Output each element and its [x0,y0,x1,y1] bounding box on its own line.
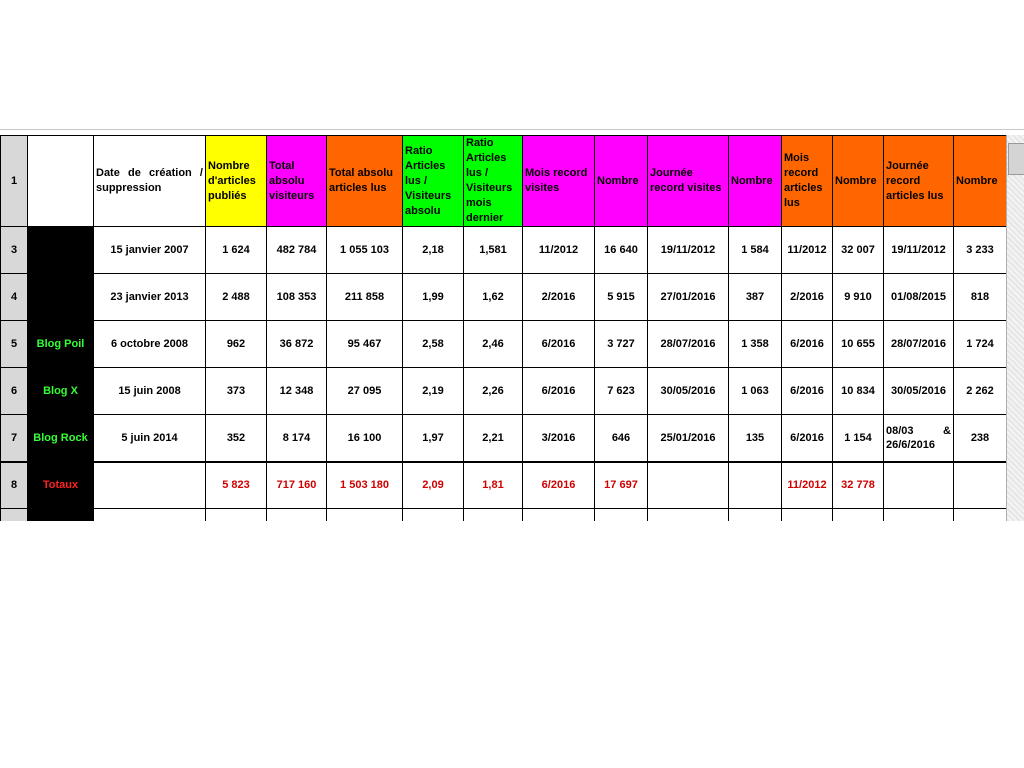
ratio-absolu-total-cell[interactable]: 2,09 [403,462,464,509]
header-total-articles-lus[interactable]: Total absolu articles lus [327,136,403,227]
blank-cell[interactable] [833,509,884,522]
nombre-3-cell[interactable]: 9 910 [833,274,884,321]
nombre-2-cell[interactable]: 135 [729,415,782,462]
sheet-top-border [0,129,1024,130]
nombre-3-cell[interactable]: 32 007 [833,227,884,274]
ratio-absolu-cell[interactable]: 1,99 [403,274,464,321]
date-cell[interactable]: 15 janvier 2007 [94,227,206,274]
articles-lus-cell[interactable]: 27 095 [327,368,403,415]
ratio-mois-cell[interactable]: 2,26 [464,368,523,415]
ratio-absolu-cell[interactable]: 2,58 [403,321,464,368]
row-number[interactable]: 7 [1,415,28,462]
header-mois-record-visites[interactable]: Mois record visites [523,136,595,227]
journee-record-visites-cell[interactable]: 25/01/2016 [648,415,729,462]
nombre-4-cell[interactable]: 1 724 [954,321,1007,368]
ratio-mois-total-cell[interactable]: 1,81 [464,462,523,509]
articles-lus-cell[interactable]: 95 467 [327,321,403,368]
header-nombre-3[interactable]: Nombre [833,136,884,227]
header-row [1,136,1007,227]
mois-record-articles-cell[interactable]: 6/2016 [782,321,833,368]
nombre-2-cell[interactable]: 1 358 [729,321,782,368]
ratio-mois-cell[interactable]: 1,62 [464,274,523,321]
partial-row [1,509,1007,522]
header-date[interactable]: Date de création / suppression [94,136,206,227]
header-total-visiteurs[interactable]: Total absolu visiteurs [267,136,327,227]
visiteurs-total-cell[interactable]: 717 160 [267,462,327,509]
mois-record-articles-cell[interactable]: 11/2012 [782,227,833,274]
journee-record-visites-total-cell[interactable] [648,462,729,509]
nombre-4-cell[interactable]: 3 233 [954,227,1007,274]
articles-lus-cell[interactable]: 211 858 [327,274,403,321]
nombre-1-cell[interactable]: 16 640 [595,227,648,274]
blog-name-cell[interactable]: CanalBlog [28,274,94,321]
visiteurs-cell[interactable]: 12 348 [267,368,327,415]
articles-lus-cell[interactable]: 16 100 [327,415,403,462]
journee-record-visites-cell[interactable]: 27/01/2016 [648,274,729,321]
nombre-2-cell[interactable]: 387 [729,274,782,321]
articles-cell[interactable]: 373 [206,368,267,415]
date-cell[interactable]: 5 juin 2014 [94,415,206,462]
date-cell[interactable]: 23 janvier 2013 [94,274,206,321]
ratio-mois-cell[interactable]: 1,581 [464,227,523,274]
blank-cell[interactable] [884,509,954,522]
nombre-1-total-cell[interactable]: 17 697 [595,462,648,509]
table-row [1,274,1007,321]
journee-record-articles-cell[interactable]: 08/03 & 26/6/2016 [884,415,954,462]
blank-cell[interactable] [464,509,523,522]
nombre-4-cell[interactable]: 238 [954,415,1007,462]
journee-record-visites-cell[interactable]: 30/05/2016 [648,368,729,415]
scrollbar-thumb[interactable] [1008,143,1024,175]
vertical-scrollbar[interactable] [1006,135,1024,521]
ratio-mois-cell[interactable]: 2,21 [464,415,523,462]
nombre-3-cell[interactable]: 10 655 [833,321,884,368]
journee-record-articles-cell[interactable]: 19/11/2012 [884,227,954,274]
nombre-2-cell[interactable]: 1 063 [729,368,782,415]
visiteurs-cell[interactable]: 36 872 [267,321,327,368]
date-cell[interactable]: 15 juin 2008 [94,368,206,415]
ratio-absolu-cell[interactable]: 1,97 [403,415,464,462]
row-number[interactable]: 6 [1,368,28,415]
mois-record-articles-total-cell[interactable]: 11/2012 [782,462,833,509]
header-mois-record-articles[interactable]: Mois record articles lus [782,136,833,227]
blog-name-cell[interactable]: Blog X [28,368,94,415]
nombre-3-cell[interactable]: 1 154 [833,415,884,462]
header-journee-record-articles[interactable]: Journée record articles lus [884,136,954,227]
articles-total-cell[interactable]: 5 823 [206,462,267,509]
nombre-4-total-cell[interactable] [954,462,1007,509]
header-nb-articles[interactable]: Nombre d'articles publiés [206,136,267,227]
nombre-4-cell[interactable]: 2 262 [954,368,1007,415]
journee-record-articles-total-cell[interactable] [884,462,954,509]
blank-cell[interactable] [28,509,94,522]
row-number[interactable]: 8 [1,462,28,509]
totals-row [1,462,1007,509]
nombre-1-cell[interactable]: 7 623 [595,368,648,415]
mois-record-visites-cell[interactable]: 2/2016 [523,274,595,321]
ratio-mois-cell[interactable]: 2,46 [464,321,523,368]
mois-record-articles-cell[interactable]: 2/2016 [782,274,833,321]
mois-record-visites-cell[interactable]: 6/2016 [523,368,595,415]
nombre-1-cell[interactable]: 5 915 [595,274,648,321]
journee-record-articles-cell[interactable]: 01/08/2015 [884,274,954,321]
header-nombre-2[interactable]: Nombre [729,136,782,227]
mois-record-visites-cell[interactable]: 3/2016 [523,415,595,462]
blank-cell[interactable] [954,509,1007,522]
date-cell[interactable] [94,462,206,509]
blank-cell[interactable] [595,509,648,522]
header-nombre-1[interactable]: Nombre [595,136,648,227]
header-blank[interactable] [28,136,94,227]
ratio-absolu-cell[interactable]: 2,19 [403,368,464,415]
row-number[interactable]: 4 [1,274,28,321]
blank-cell[interactable] [523,509,595,522]
blank-cell[interactable] [648,509,729,522]
journee-record-articles-cell[interactable]: 28/07/2016 [884,321,954,368]
table-row [1,321,1007,368]
blank-cell[interactable] [729,509,782,522]
header-ratio-mois[interactable]: Ratio Articles lus / Visiteurs mois dernier [464,136,523,227]
header-journee-record-visites[interactable]: Journée record visites [648,136,729,227]
articles-lus-cell[interactable]: 1 055 103 [327,227,403,274]
nombre-4-cell[interactable]: 818 [954,274,1007,321]
totals-label-cell[interactable]: Totaux [28,462,94,509]
blog-name-cell[interactable]: Blog Rock [28,415,94,462]
blank-cell[interactable] [403,509,464,522]
nombre-2-total-cell[interactable] [729,462,782,509]
nombre-1-cell[interactable]: 3 727 [595,321,648,368]
journee-record-articles-cell[interactable]: 30/05/2016 [884,368,954,415]
articles-cell[interactable]: 1 624 [206,227,267,274]
header-nombre-4[interactable]: Nombre [954,136,1007,227]
nombre-3-cell[interactable]: 10 834 [833,368,884,415]
row-number[interactable]: 1 [1,136,28,227]
visiteurs-cell[interactable]: 8 174 [267,415,327,462]
blog-name-cell[interactable]: Blog Poil [28,321,94,368]
blank-cell[interactable] [327,509,403,522]
row-number[interactable] [1,509,28,522]
mois-record-visites-cell[interactable]: 11/2012 [523,227,595,274]
journee-record-visites-cell[interactable]: 19/11/2012 [648,227,729,274]
mois-record-visites-total-cell[interactable]: 6/2016 [523,462,595,509]
mois-record-articles-cell[interactable]: 6/2016 [782,368,833,415]
articles-cell[interactable]: 2 488 [206,274,267,321]
journee-record-visites-cell[interactable]: 28/07/2016 [648,321,729,368]
table-row [1,227,1007,274]
visiteurs-cell[interactable]: 108 353 [267,274,327,321]
mois-record-visites-cell[interactable]: 6/2016 [523,321,595,368]
nombre-3-total-cell[interactable]: 32 778 [833,462,884,509]
blog-name-cell[interactable]: OverBlog [28,227,94,274]
spreadsheet-area[interactable] [0,135,1024,521]
header-ratio-absolu[interactable]: Ratio Articles lus / Visiteurs absolu [403,136,464,227]
blank-cell[interactable] [206,509,267,522]
articles-cell[interactable]: 352 [206,415,267,462]
row-number[interactable]: 3 [1,227,28,274]
ratio-absolu-cell[interactable]: 2,18 [403,227,464,274]
nombre-1-cell[interactable]: 646 [595,415,648,462]
visiteurs-cell[interactable]: 482 784 [267,227,327,274]
blank-cell[interactable] [782,509,833,522]
mois-record-articles-cell[interactable]: 6/2016 [782,415,833,462]
blog-stats-table [0,135,1007,521]
table-row [1,415,1007,462]
nombre-2-cell[interactable]: 1 584 [729,227,782,274]
row-number[interactable]: 5 [1,321,28,368]
table-row [1,368,1007,415]
date-cell[interactable]: 6 octobre 2008 [94,321,206,368]
blank-cell[interactable] [267,509,327,522]
articles-cell[interactable]: 962 [206,321,267,368]
blank-cell[interactable] [94,509,206,522]
articles-lus-total-cell[interactable]: 1 503 180 [327,462,403,509]
